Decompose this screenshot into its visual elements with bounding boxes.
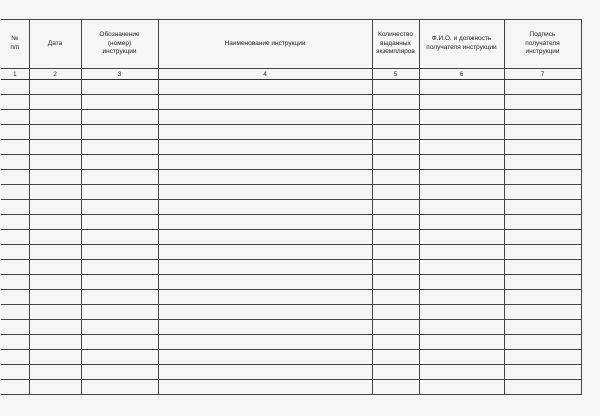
journal-entry-cell[interactable] (81, 170, 158, 185)
column-number: 7 (504, 69, 581, 80)
journal-entry-row (1, 215, 581, 230)
journal-entry-cell[interactable] (1, 365, 29, 380)
journal-entry-row (1, 260, 581, 275)
journal-entry-cell[interactable] (29, 245, 81, 260)
journal-entry-cell[interactable] (504, 380, 581, 395)
journal-entry-cell[interactable] (504, 305, 581, 320)
journal-entry-cell[interactable] (29, 155, 81, 170)
journal-entry-cell[interactable] (1, 215, 29, 230)
journal-entry-cell[interactable] (372, 170, 419, 185)
journal-entry-cell[interactable] (372, 125, 419, 140)
journal-entry-cell[interactable] (158, 185, 372, 200)
journal-entry-cell[interactable] (504, 320, 581, 335)
header-row (1, 20, 581, 69)
journal-entry-cell[interactable] (29, 80, 81, 95)
journal-entry-cell[interactable] (504, 125, 581, 140)
journal-entry-cell[interactable] (81, 275, 158, 290)
header-cell-recipient-name-position: Ф.И.О. и должность получателя инструкции (419, 20, 504, 69)
journal-entry-cell[interactable] (29, 185, 81, 200)
journal-entry-cell[interactable] (504, 95, 581, 110)
journal-entry-cell[interactable] (29, 335, 81, 350)
header-cell-instruction-name: Наименование инструкции (158, 20, 372, 69)
journal-entry-cell[interactable] (158, 320, 372, 335)
journal-entry-cell[interactable] (29, 215, 81, 230)
journal-entry-cell[interactable] (504, 350, 581, 365)
journal-entry-cell[interactable] (81, 185, 158, 200)
journal-entry-cell[interactable] (1, 95, 29, 110)
journal-entry-cell[interactable] (504, 365, 581, 380)
journal-entry-row (1, 185, 581, 200)
journal-entry-cell[interactable] (419, 320, 504, 335)
journal-entry-cell[interactable] (372, 185, 419, 200)
column-number-row (1, 69, 581, 80)
journal-entry-cell[interactable] (81, 125, 158, 140)
journal-entry-cell[interactable] (419, 125, 504, 140)
journal-entry-cell[interactable] (158, 245, 372, 260)
journal-entry-cell[interactable] (158, 140, 372, 155)
journal-entry-cell[interactable] (372, 350, 419, 365)
journal-entry-row (1, 365, 581, 380)
journal-entry-cell[interactable] (419, 365, 504, 380)
journal-entry-cell[interactable] (419, 215, 504, 230)
journal-entry-cell[interactable] (372, 140, 419, 155)
journal-entry-cell[interactable] (158, 380, 372, 395)
journal-entry-cell[interactable] (81, 290, 158, 305)
journal-entry-cell[interactable] (419, 80, 504, 95)
journal-entry-cell[interactable] (81, 260, 158, 275)
journal-entry-cell[interactable] (1, 380, 29, 395)
journal-entry-cell[interactable] (29, 200, 81, 215)
journal-entry-row (1, 245, 581, 260)
journal-entry-row (1, 170, 581, 185)
journal-entry-cell[interactable] (29, 380, 81, 395)
journal-entry-row (1, 110, 581, 125)
column-number: 5 (372, 69, 419, 80)
journal-entry-cell[interactable] (419, 350, 504, 365)
journal-entry-cell[interactable] (1, 125, 29, 140)
journal-entry-cell[interactable] (1, 140, 29, 155)
column-number: 3 (81, 69, 158, 80)
journal-entry-cell[interactable] (419, 95, 504, 110)
journal-entry-cell[interactable] (1, 155, 29, 170)
journal-entry-cell[interactable] (29, 275, 81, 290)
journal-entry-row (1, 290, 581, 305)
journal-entry-cell[interactable] (81, 365, 158, 380)
journal-entry-cell[interactable] (504, 80, 581, 95)
header-cell-recipient-signature: Подпись получателя инструкции (504, 20, 581, 69)
column-number: 1 (1, 69, 29, 80)
journal-entry-cell[interactable] (1, 290, 29, 305)
journal-entry-cell[interactable] (419, 140, 504, 155)
journal-entry-cell[interactable] (29, 305, 81, 320)
journal-entry-cell[interactable] (372, 95, 419, 110)
journal-entry-cell[interactable] (372, 200, 419, 215)
journal-entry-cell[interactable] (29, 125, 81, 140)
journal-entry-cell[interactable] (1, 350, 29, 365)
journal-entry-cell[interactable] (1, 110, 29, 125)
journal-entry-cell[interactable] (81, 140, 158, 155)
journal-entry-row (1, 380, 581, 395)
journal-entry-cell[interactable] (158, 170, 372, 185)
journal-entry-cell[interactable] (504, 230, 581, 245)
journal-entry-row (1, 80, 581, 95)
journal-entry-row (1, 125, 581, 140)
journal-entry-cell[interactable] (81, 215, 158, 230)
journal-entry-cell[interactable] (1, 230, 29, 245)
journal-entry-cell[interactable] (29, 95, 81, 110)
journal-entry-cell[interactable] (504, 155, 581, 170)
journal-entry-cell[interactable] (158, 125, 372, 140)
journal-entry-cell[interactable] (81, 110, 158, 125)
header-cell-instruction-designation: Обозначение (номер) инструкции (81, 20, 158, 69)
journal-entry-cell[interactable] (504, 290, 581, 305)
journal-entry-cell[interactable] (158, 290, 372, 305)
journal-entry-cell[interactable] (29, 290, 81, 305)
journal-entry-row (1, 230, 581, 245)
journal-entry-cell[interactable] (372, 290, 419, 305)
journal-entry-cell[interactable] (504, 170, 581, 185)
journal-entry-cell[interactable] (372, 215, 419, 230)
instruction-issue-journal-table (1, 19, 582, 395)
journal-entry-cell[interactable] (81, 230, 158, 245)
journal-entry-cell[interactable] (419, 200, 504, 215)
journal-entry-cell[interactable] (1, 320, 29, 335)
journal-entry-cell[interactable] (158, 95, 372, 110)
journal-entry-cell[interactable] (81, 380, 158, 395)
journal-entry-cell[interactable] (372, 335, 419, 350)
journal-entry-cell[interactable] (372, 275, 419, 290)
journal-entry-cell[interactable] (504, 215, 581, 230)
journal-entry-cell[interactable] (419, 305, 504, 320)
journal-entry-cell[interactable] (419, 245, 504, 260)
journal-entry-cell[interactable] (1, 260, 29, 275)
journal-entry-cell[interactable] (158, 275, 372, 290)
journal-entry-cell[interactable] (81, 200, 158, 215)
journal-entry-cell[interactable] (372, 305, 419, 320)
header-cell-date: Дата (29, 20, 81, 69)
journal-entry-cell[interactable] (1, 335, 29, 350)
journal-entry-cell[interactable] (158, 215, 372, 230)
journal-entry-cell[interactable] (372, 320, 419, 335)
journal-entry-cell[interactable] (419, 335, 504, 350)
journal-entry-row (1, 155, 581, 170)
journal-entry-cell[interactable] (504, 110, 581, 125)
journal-entry-cell[interactable] (504, 245, 581, 260)
journal-entry-cell[interactable] (372, 245, 419, 260)
journal-entry-cell[interactable] (1, 245, 29, 260)
journal-entry-cell[interactable] (158, 335, 372, 350)
journal-entry-cell[interactable] (1, 170, 29, 185)
journal-entry-cell[interactable] (158, 110, 372, 125)
journal-entry-cell[interactable] (158, 200, 372, 215)
journal-entry-cell[interactable] (419, 155, 504, 170)
journal-entry-cell[interactable] (81, 80, 158, 95)
journal-body (1, 69, 581, 395)
column-number: 2 (29, 69, 81, 80)
journal-entry-cell[interactable] (419, 380, 504, 395)
journal-entry-cell[interactable] (1, 305, 29, 320)
journal-entry-cell[interactable] (29, 140, 81, 155)
journal-entry-cell[interactable] (81, 335, 158, 350)
journal-entry-row (1, 200, 581, 215)
column-number: 6 (419, 69, 504, 80)
journal-entry-cell[interactable] (158, 80, 372, 95)
journal-entry-cell[interactable] (372, 230, 419, 245)
column-number: 4 (158, 69, 372, 80)
journal-entry-cell[interactable] (419, 185, 504, 200)
journal-entry-cell[interactable] (81, 350, 158, 365)
journal-entry-row (1, 305, 581, 320)
journal-entry-cell[interactable] (29, 320, 81, 335)
journal-entry-cell[interactable] (81, 305, 158, 320)
journal-entry-cell[interactable] (158, 365, 372, 380)
journal-entry-cell[interactable] (372, 80, 419, 95)
journal-entry-row (1, 95, 581, 110)
journal-entry-row (1, 140, 581, 155)
journal-entry-cell[interactable] (419, 260, 504, 275)
journal-entry-cell[interactable] (419, 290, 504, 305)
journal-entry-cell[interactable] (504, 185, 581, 200)
journal-entry-cell[interactable] (372, 155, 419, 170)
journal-entry-cell[interactable] (29, 365, 81, 380)
header-cell-row-number: № п/п (1, 20, 29, 69)
journal-entry-cell[interactable] (29, 260, 81, 275)
journal-entry-row (1, 335, 581, 350)
journal-entry-cell[interactable] (372, 260, 419, 275)
journal-entry-cell[interactable] (419, 275, 504, 290)
journal-entry-cell[interactable] (372, 380, 419, 395)
journal-entry-cell[interactable] (372, 365, 419, 380)
journal-entry-row (1, 350, 581, 365)
journal-entry-cell[interactable] (158, 305, 372, 320)
journal-entry-cell[interactable] (81, 320, 158, 335)
journal-entry-cell[interactable] (29, 350, 81, 365)
journal-entry-cell[interactable] (29, 230, 81, 245)
journal-entry-cell[interactable] (1, 185, 29, 200)
journal-entry-cell[interactable] (419, 230, 504, 245)
journal-entry-row (1, 320, 581, 335)
header-cell-copies-issued: Количество выданных экземпляров (372, 20, 419, 69)
journal-entry-cell[interactable] (1, 275, 29, 290)
journal-entry-row (1, 275, 581, 290)
journal-entry-cell[interactable] (372, 110, 419, 125)
journal-entry-cell[interactable] (81, 245, 158, 260)
journal-entry-cell[interactable] (1, 80, 29, 95)
journal-entry-cell[interactable] (29, 170, 81, 185)
journal-entry-cell[interactable] (81, 95, 158, 110)
journal-entry-cell[interactable] (504, 275, 581, 290)
journal-entry-cell[interactable] (1, 200, 29, 215)
journal-entry-cell[interactable] (29, 110, 81, 125)
journal-entry-cell[interactable] (158, 155, 372, 170)
journal-entry-cell[interactable] (158, 230, 372, 245)
journal-entry-cell[interactable] (419, 170, 504, 185)
journal-entry-cell[interactable] (81, 155, 158, 170)
journal-entry-cell[interactable] (158, 350, 372, 365)
journal-entry-cell[interactable] (504, 200, 581, 215)
journal-entry-cell[interactable] (504, 140, 581, 155)
journal-entry-cell[interactable] (419, 110, 504, 125)
journal-entry-cell[interactable] (504, 260, 581, 275)
journal-entry-cell[interactable] (158, 260, 372, 275)
journal-entry-cell[interactable] (504, 335, 581, 350)
